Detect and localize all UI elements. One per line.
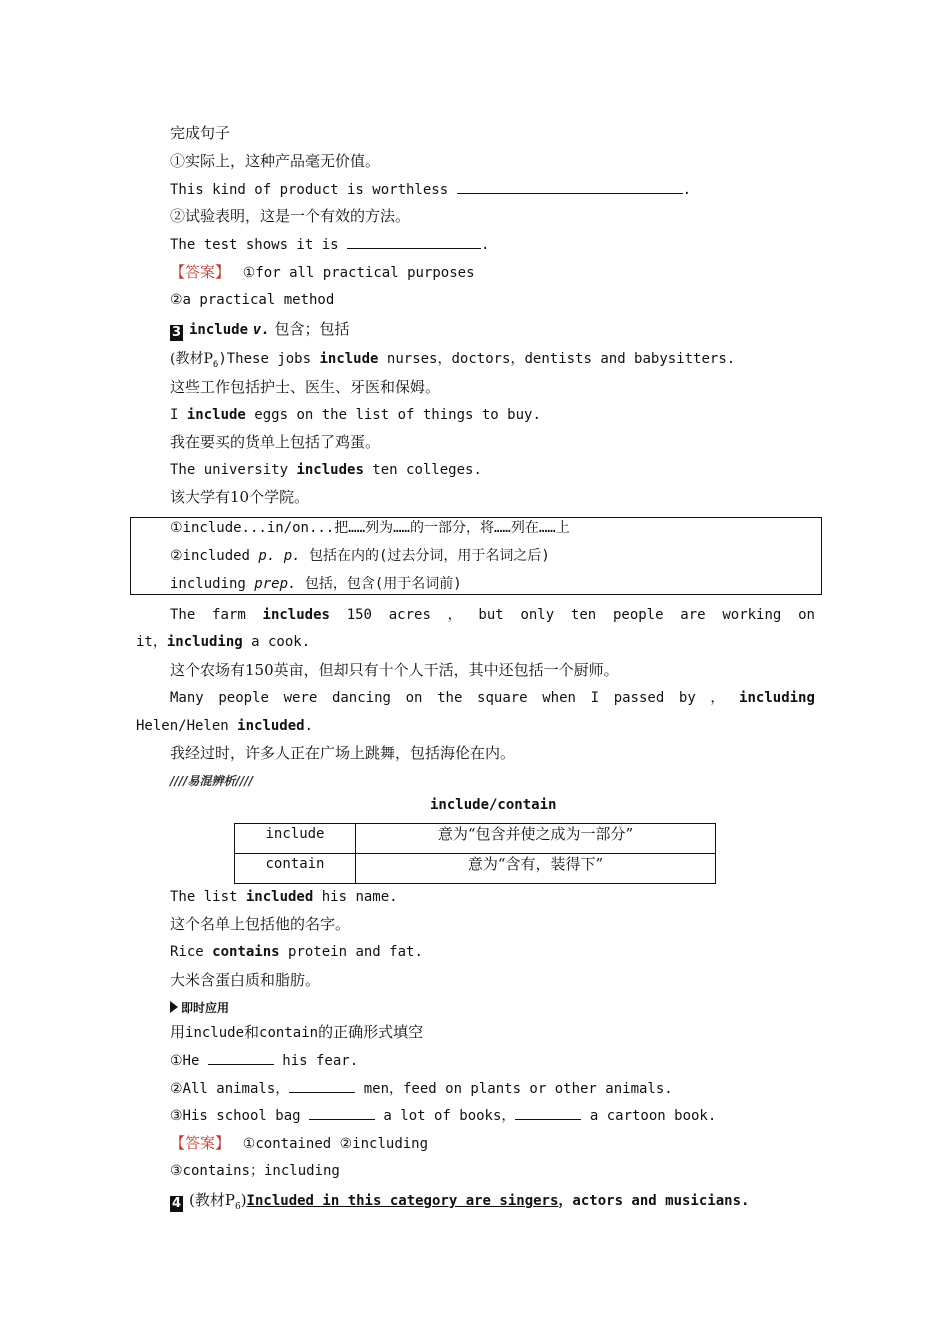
- headword: include: [189, 322, 249, 338]
- fill-blank-question: ③His school bag a lot of books， a cartoon book.: [170, 1105, 716, 1125]
- headword-meaning: 包含；包括: [274, 320, 350, 338]
- confusion-mark: ////易混辨析////: [170, 774, 254, 788]
- word: on: [405, 690, 423, 706]
- fill-blank-question: ①He his fear.: [170, 1050, 358, 1070]
- apply-heading: 即时应用: [170, 999, 229, 1016]
- example-sentence: I include eggs on the list of things to buy.: [170, 407, 541, 423]
- example-translation: 我经过时，许多人正在广场上跳舞，包括海伦在内。: [170, 744, 516, 762]
- example-translation: 该大学有10个学院。: [170, 488, 310, 506]
- example-translation: 这个农场有150英亩，但却只有十个人干活，其中还包括一个厨师。: [170, 661, 619, 679]
- answer-text: ②a practical method: [170, 292, 335, 308]
- example-sentence: Rice contains protein and fat.: [170, 944, 423, 960]
- word: acres: [388, 607, 431, 623]
- usage-note: ②included p. p. 包括在内的(过去分词，用于名词之后): [170, 548, 550, 564]
- example-translation: 这些工作包括护士、医生、牙医和保姆。: [170, 378, 441, 396]
- word: including: [739, 690, 815, 706]
- word: ，: [447, 607, 462, 623]
- question-2-chinese: ②试验表明，这是一个有效的方法。: [170, 207, 411, 225]
- word: when: [542, 690, 576, 706]
- word: ten: [570, 607, 597, 623]
- example-sentence-continued: it，including a cook.: [136, 634, 311, 650]
- exercise-instruction: 用include和contain的正确形式填空: [170, 1023, 424, 1041]
- section-number: 4: [171, 1196, 182, 1211]
- answer-line: [170, 262, 475, 282]
- word: passed: [613, 690, 665, 706]
- answer-line: [170, 1133, 428, 1153]
- word: but: [478, 607, 504, 623]
- example-sentence: The university includes ten colleges.: [170, 462, 482, 478]
- table-cell-word: contain: [235, 854, 356, 884]
- table-cell-meaning: 意为“含有，装得下”: [356, 854, 716, 884]
- example-translation: 我在要买的货单上包括了鸡蛋。: [170, 433, 381, 451]
- word: I: [590, 690, 600, 706]
- word-heading: [170, 319, 349, 339]
- table-cell-meaning: 意为“包含并使之成为一部分”: [356, 824, 716, 854]
- answer-blank[interactable]: [208, 1050, 274, 1065]
- answer-text: ①for all practical purposes: [242, 265, 475, 281]
- word: includes: [262, 607, 330, 623]
- example-sentence: [170, 605, 815, 625]
- example-sentence: (教材$P_6)These$ jobs include nurses，doctors，dentists and babysitters.: [170, 351, 736, 370]
- example-translation: 这个名单上包括他的名字。: [170, 915, 351, 933]
- example-sentence: The list included his name.: [170, 889, 398, 905]
- word: are: [680, 607, 706, 623]
- answer-label: 【答案】: [170, 263, 231, 281]
- word: dancing: [331, 690, 391, 706]
- question-2-english: The test shows it is .: [170, 234, 489, 254]
- word: The: [170, 607, 196, 623]
- word: were: [283, 690, 318, 706]
- part-of-speech: v.: [252, 322, 270, 338]
- word: Many: [170, 690, 204, 706]
- fill-blank-question: ②All animals， men，feed on plants or other animals.: [170, 1078, 673, 1098]
- usage-note: including prep. 包括，包含(用于名词前): [170, 576, 462, 592]
- exercise-heading: 完成句子: [170, 124, 231, 142]
- table-row: [235, 824, 716, 854]
- example-sentence: [170, 688, 815, 708]
- example-sentence-continued: Helen/Helen included.: [136, 718, 314, 734]
- section-4-heading: 4 (教材$P_6)Included$ in this category are singers，actors and musicians.: [171, 1191, 750, 1212]
- question-1-chinese: ①实际上，这种产品毫无价值。: [170, 152, 381, 170]
- word: working: [722, 607, 782, 623]
- compare-title: include/contain: [430, 797, 557, 813]
- answer-blank[interactable]: [515, 1105, 581, 1120]
- example-translation: 大米含蛋白质和脂肪。: [170, 971, 321, 989]
- table-row: [235, 854, 716, 884]
- section-number: 3: [171, 325, 182, 340]
- word: farm: [212, 607, 246, 623]
- answer-blank[interactable]: [289, 1078, 355, 1093]
- question-1-english: This kind of product is worthless .: [170, 179, 691, 199]
- word: people: [612, 607, 664, 623]
- answer-label: 【答案】: [170, 1134, 231, 1152]
- answer-blank[interactable]: [457, 179, 683, 194]
- table-cell-word: include: [235, 824, 356, 854]
- compare-table: [234, 823, 716, 884]
- word: people: [218, 690, 269, 706]
- word: ，: [710, 690, 725, 706]
- triangle-icon: [170, 1001, 178, 1013]
- word: 150: [346, 607, 372, 623]
- word: the: [437, 690, 463, 706]
- word: on: [798, 607, 815, 623]
- word: only: [520, 607, 555, 623]
- word: by: [678, 690, 696, 706]
- answer-blank[interactable]: [347, 234, 481, 249]
- answer-text: ③contains；including: [170, 1163, 340, 1179]
- key-sentence: Included in this category are singers: [246, 1193, 559, 1209]
- usage-note: ①include...in/on...把……列为……的一部分，将……列在……上: [170, 520, 570, 536]
- word: square: [477, 690, 528, 706]
- answer-blank[interactable]: [309, 1105, 375, 1120]
- answer-text: ①contained ②including: [242, 1136, 429, 1152]
